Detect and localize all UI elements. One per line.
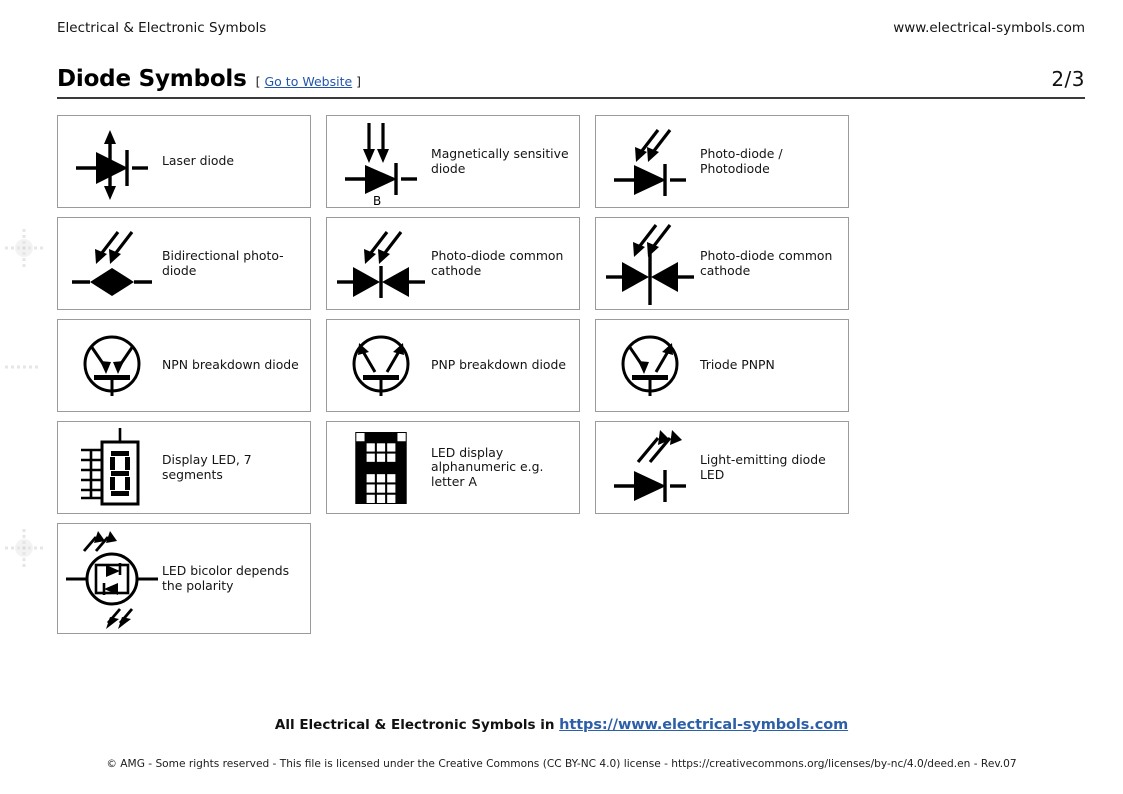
magnetically-sensitive-diode-symbol <box>333 119 429 205</box>
photo-diode-common-cathode-long-bar-symbol <box>602 221 698 307</box>
symbol-card-photo-diode-common-cathode-1[interactable] <box>326 217 580 310</box>
magnetic-field-annotation: B <box>373 193 382 205</box>
laser-diode-symbol <box>64 124 160 200</box>
footer-website-link[interactable]: https://www.electrical-symbols.com <box>559 717 849 733</box>
symbol-card-led-bicolor[interactable] <box>57 523 311 634</box>
symbol-label: LED display alphanumeric e.g. letter A <box>431 444 544 489</box>
symbol-label: NPN breakdown diode <box>162 357 299 373</box>
bracket-close: ] <box>356 74 362 89</box>
symbol-label: Triode PNPN <box>700 357 775 373</box>
symbol-label: Photo-diode common cathode <box>431 248 564 278</box>
symbol-card-magnetically-sensitive-diode[interactable] <box>326 115 580 208</box>
pnp-breakdown-diode-symbol <box>333 330 429 402</box>
symbol-label: Photo-diode common cathode <box>700 248 833 278</box>
title-row <box>57 66 1085 92</box>
footer-headline <box>0 717 1123 733</box>
symbol-label: Bidirectional photo-diode <box>162 248 284 278</box>
go-to-website-link[interactable]: Go to Website <box>264 74 353 89</box>
symbol-card-display-led-7-segments[interactable] <box>57 421 311 514</box>
symbol-label: Laser diode <box>162 153 234 169</box>
bracket-open: [ <box>255 74 261 89</box>
go-to-website-wrap <box>256 74 361 89</box>
title-divider <box>57 97 1085 99</box>
triode-pnpn-symbol <box>602 330 698 402</box>
symbol-label: LED bicolor depends the polarity <box>162 563 290 593</box>
registration-mark-middle <box>4 362 44 372</box>
led-bicolor-symbol <box>64 527 160 631</box>
seven-segment-display-symbol <box>64 426 160 510</box>
header-website: www.electrical-symbols.com <box>893 20 1085 36</box>
photo-diode-symbol <box>602 122 698 202</box>
npn-breakdown-diode-symbol <box>64 330 160 402</box>
symbol-card-bidirectional-photo-diode[interactable] <box>57 217 311 310</box>
registration-mark-top <box>4 228 44 268</box>
symbol-label: Light-emitting diode LED <box>700 452 826 482</box>
symbol-label: Photo-diode / Photodiode <box>700 146 783 176</box>
page-title: Diode Symbols <box>57 66 247 92</box>
symbol-card-laser-diode[interactable] <box>57 115 311 208</box>
symbol-card-npn-breakdown-diode[interactable] <box>57 319 311 412</box>
photo-diode-common-cathode-symbol <box>333 224 429 304</box>
symbol-card-led-display-alphanumeric[interactable] <box>326 421 580 514</box>
symbol-label: Magnetically sensitive diode <box>431 146 569 176</box>
symbol-label: PNP breakdown diode <box>431 357 566 373</box>
footer-text: All Electrical & Electronic Symbols in <box>274 717 560 733</box>
footer-copyright: © AMG - Some rights reserved - This file is licensed under the Creative Commons (CC BY-NC 4.0) license - https://creativecommons.org/licenses/by-nc/4.0/deed.en - Rev.07 <box>106 758 1017 770</box>
header-bar <box>57 20 1085 36</box>
light-emitting-diode-symbol <box>602 428 698 508</box>
dot-matrix-display-symbol <box>333 432 429 504</box>
symbol-grid <box>57 115 1085 634</box>
symbol-card-triode-pnpn[interactable] <box>595 319 849 412</box>
registration-mark-bottom <box>4 528 44 568</box>
symbol-card-photo-diode-common-cathode-2[interactable] <box>595 217 849 310</box>
symbol-card-pnp-breakdown-diode[interactable] <box>326 319 580 412</box>
symbol-label: Display LED, 7 segments <box>162 452 252 482</box>
header-brand: Electrical & Electronic Symbols <box>57 20 267 36</box>
symbol-card-light-emitting-diode[interactable] <box>595 421 849 514</box>
bidirectional-photo-diode-symbol <box>64 224 160 304</box>
symbol-card-photo-diode[interactable] <box>595 115 849 208</box>
page-number: 2/3 <box>1051 67 1085 91</box>
